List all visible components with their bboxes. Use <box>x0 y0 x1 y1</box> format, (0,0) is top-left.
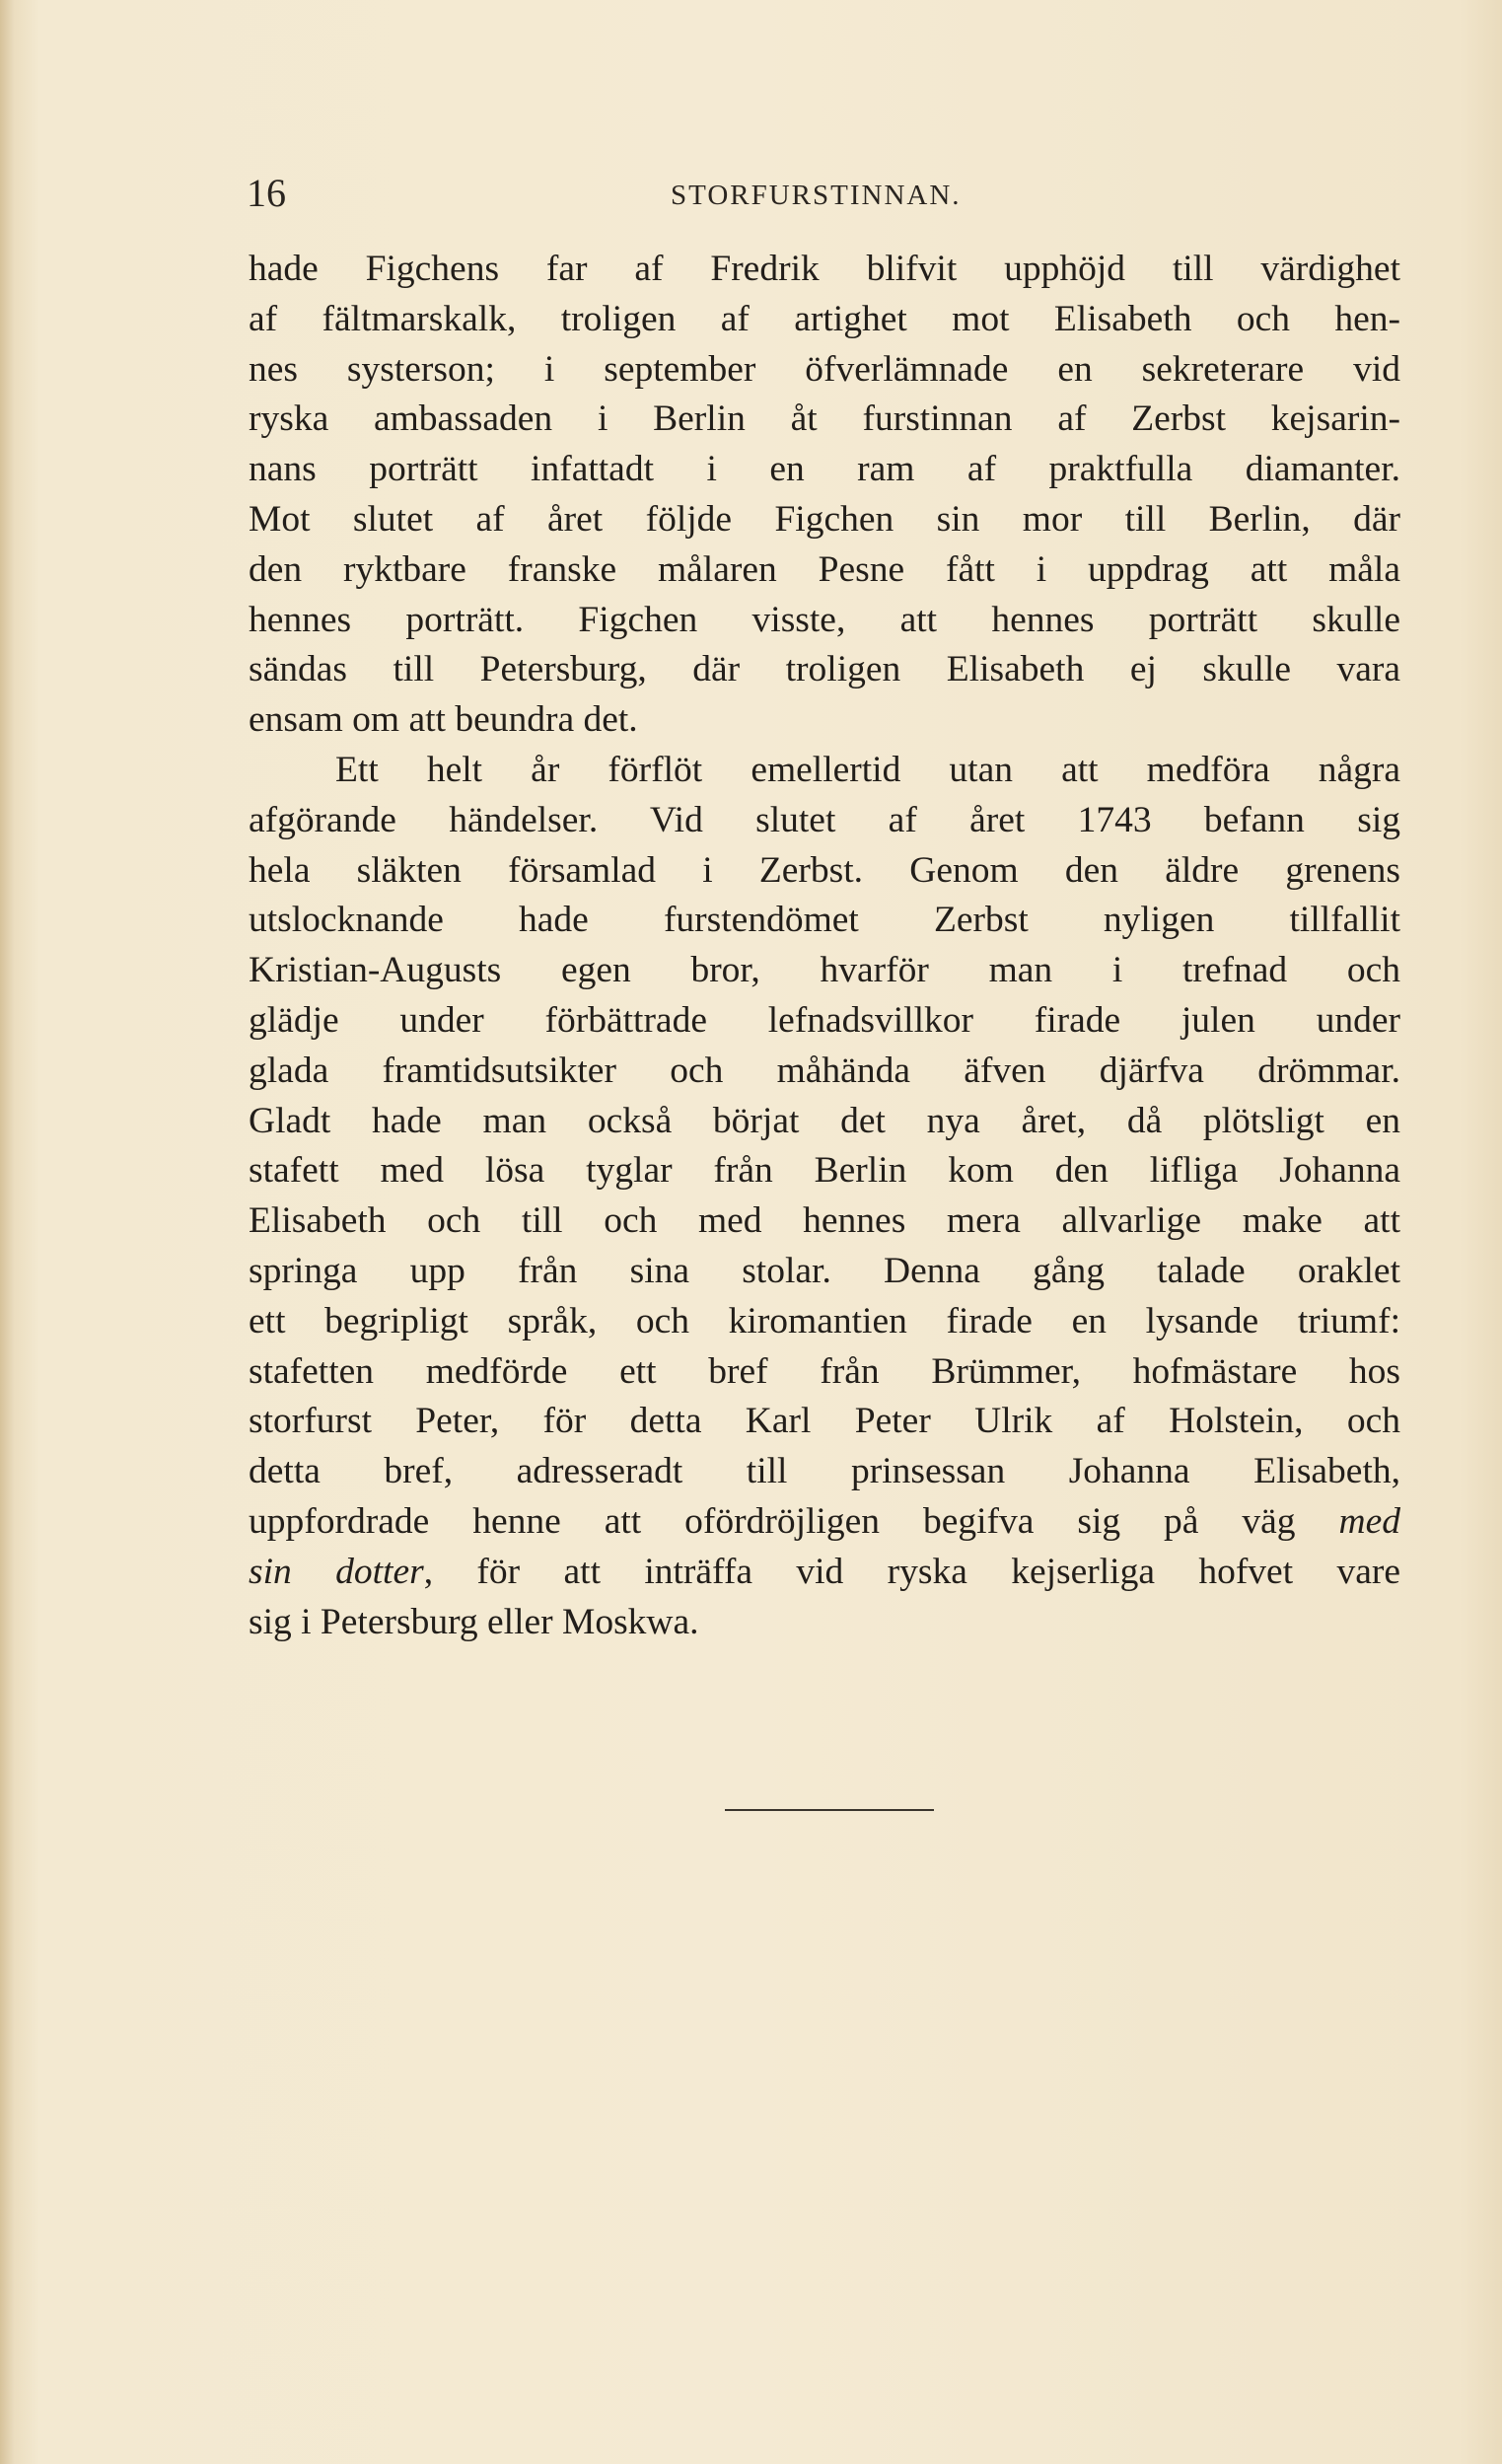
running-title: STORFURSTINNAN. <box>671 180 962 211</box>
text-run: , för att inträffa vid ryska kejserliga hofvet vare <box>423 1551 1400 1592</box>
running-head <box>247 168 1405 219</box>
text-line: hennes porträtt. Figchen visste, att hennes porträtt skulle <box>249 599 1400 640</box>
text-line: Gladt hade man också börjat det nya året, då plötsligt en <box>249 1100 1400 1141</box>
text-line: nans porträtt infattadt i en ram af praktfulla diamanter. <box>249 449 1400 490</box>
text-line: sändas till Petersburg, där troligen Elisabeth ej skulle vara <box>249 649 1400 690</box>
text-line: Mot slutet af året följde Figchen sin mor till Berlin, där <box>249 498 1400 540</box>
text-line: ensam om att beundra det. <box>249 699 638 741</box>
text-line: utslocknande hade furstendömet Zerbst nyligen tillfallit <box>249 900 1400 941</box>
italic-text: sin dotter <box>249 1551 424 1592</box>
text-line: springa upp från sina stolar. Denna gång talade oraklet <box>249 1250 1400 1291</box>
text-line: af fältmarskalk, troligen af artighet mot Elisabeth och hen- <box>249 298 1400 339</box>
page-number: 16 <box>247 171 286 215</box>
text-line <box>249 1497 1400 1548</box>
text-line: ryska ambassaden i Berlin åt furstinnan af Zerbst kejsarin- <box>249 399 1400 440</box>
text-line: storfurst Peter, för detta Karl Peter Ulrik af Holstein, och <box>249 1401 1400 1442</box>
body-text <box>249 245 1400 1647</box>
text-line: hela släkten församlad i Zerbst. Genom den äldre grenens <box>249 849 1400 891</box>
text-line: nes systerson; i september öfverlämnade en sekreterare vid <box>249 348 1400 390</box>
text-line: hade Figchens far af Fredrik blifvit upphöjd till värdighet <box>249 249 1400 289</box>
text-line: sig i Petersburg eller Moskwa. <box>249 1601 699 1642</box>
text-line: Ett helt år förflöt emellertid utan att medföra några <box>335 749 1400 790</box>
text-line: stafett med lösa tyglar från Berlin kom den lifliga Johanna <box>249 1150 1400 1192</box>
text-line <box>249 1548 1400 1598</box>
text-line: glada framtidsutsikter och måhända äfven djärfva drömmar. <box>249 1050 1400 1091</box>
text-line: afgörande händelser. Vid slutet af året 1743 befann sig <box>249 799 1400 840</box>
text-line: Elisabeth och till och med hennes mera allvarlige make att <box>249 1200 1400 1242</box>
text-run: uppfordrade henne att ofördröjligen begifva sig på väg <box>249 1500 1339 1542</box>
text-line: ett begripligt språk, och kiromantien firade en lysande triumf: <box>249 1300 1400 1341</box>
text-line: Kristian-Augusts egen bror, hvarför man i trefnad och <box>249 950 1400 991</box>
text-line: den ryktbare franske målaren Pesne fått i uppdrag att måla <box>249 548 1400 590</box>
text-line: stafetten medförde ett bref från Brümmer, hofmästare hos <box>249 1350 1400 1392</box>
page-edge-shadow <box>0 0 14 2464</box>
end-rule <box>725 1809 934 1811</box>
italic-text: med <box>1338 1500 1400 1542</box>
text-line: detta bref, adresseradt till prinsessan Johanna Elisabeth, <box>249 1451 1400 1492</box>
text-line: glädje under förbättrade lefnadsvillkor firade julen under <box>249 999 1400 1041</box>
